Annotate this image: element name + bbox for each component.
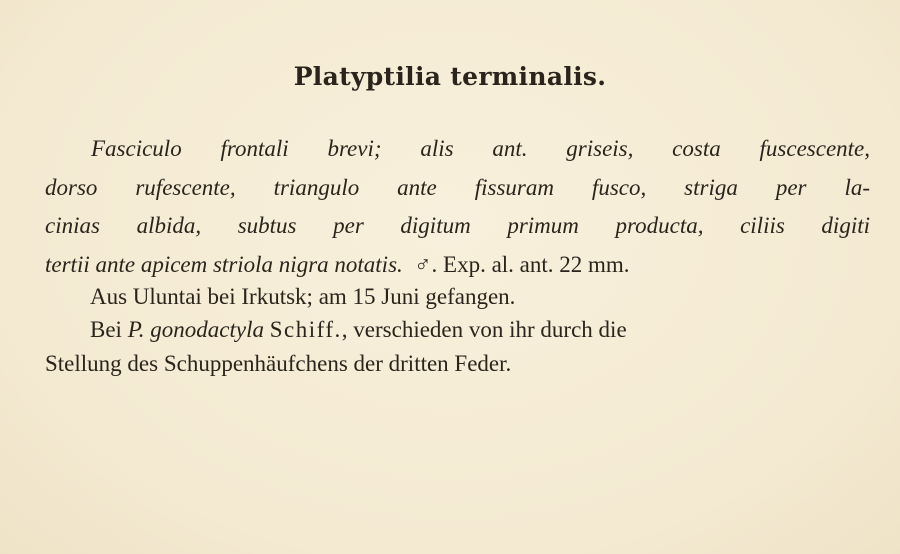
- comparison-line-2: Stellung des Schuppenhäufchens der dritten Feder.: [45, 351, 512, 376]
- locality-paragraph: Aus Uluntai bei Irkutsk; am 15 Juni gefangen.: [90, 284, 516, 309]
- comparison-rest: , verschieden von ihr durch die: [341, 317, 627, 342]
- latin-description: [45, 130, 870, 284]
- comparison-line-1: [90, 317, 627, 343]
- description-line-4-italic: tertii ante apicem striola nigra notatis.: [45, 251, 403, 277]
- species-title: Platyptilia terminalis.: [293, 62, 607, 91]
- comparison-author: Schiff.: [269, 317, 342, 342]
- description-line-1: Fasciculo frontali brevi; alis ant. griseis, costa fuscescente,: [91, 136, 870, 161]
- description-line-2: dorso rufescente, triangulo ante fissuram fusco, striga per la-: [45, 174, 870, 200]
- comparison-prefix: Bei: [90, 317, 128, 342]
- description-line-3: cinias albida, subtus per digitum primum producta, ciliis digiti: [45, 213, 870, 238]
- description-line-4: [45, 246, 870, 285]
- comparison-species: P. gonodactyla: [127, 317, 264, 342]
- wingspan-text: Exp. al. ant. 22 mm.: [443, 251, 630, 277]
- male-symbol: ♂.: [414, 251, 438, 277]
